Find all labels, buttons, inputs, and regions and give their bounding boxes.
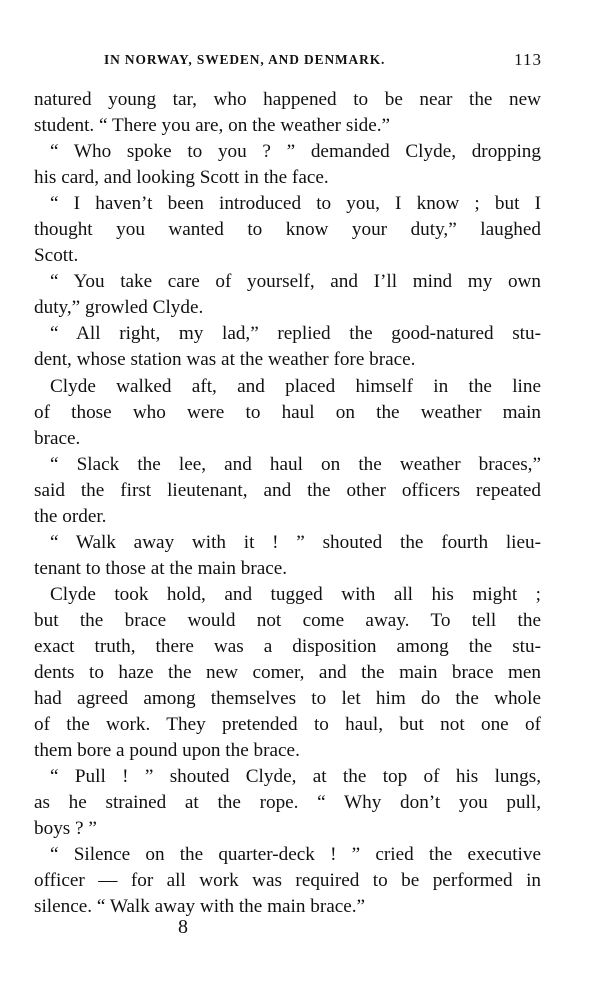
text-line: tenant to those at the main brace. [34, 557, 288, 579]
text-line: but the brace would not come away. To tell the [34, 609, 541, 631]
text-line: Clyde walked aft, and placed himself in the line [50, 375, 541, 397]
text-line: boys ? ” [34, 818, 97, 840]
text-line: “ Walk away with it ! ” shouted the fourth lieu- [50, 531, 541, 553]
text-line: silence. “ Walk away with the main brace.” [34, 896, 366, 918]
text-line: “ You take care of yourself, and I’ll mind my own [50, 271, 541, 293]
text-line: the order. [34, 505, 107, 527]
text-line: said the first lieutenant, and the other officers repeated [34, 479, 541, 501]
text-line: of those who were to haul on the weather main [34, 401, 541, 423]
text-line: had agreed among themselves to let him do the whole [34, 688, 541, 710]
running-header [104, 50, 542, 72]
text-line: “ All right, my lad,” replied the good-natured stu- [50, 323, 541, 345]
text-line: thought you wanted to know your duty,” laughed [34, 219, 541, 241]
text-line: as he strained at the rope. “ Why don’t you pull, [34, 792, 541, 814]
text-line: his card, and looking Scott in the face. [34, 167, 329, 189]
page-number: 113 [514, 50, 542, 69]
text-line: exact truth, there was a disposition among the stu- [34, 635, 541, 657]
text-line: “ I haven’t been introduced to you, I know ; but I [50, 193, 541, 215]
text-line: “ Silence on the quarter-deck ! ” cried the executive [50, 844, 541, 866]
text-line: “ Who spoke to you ? ” demanded Clyde, dropping [50, 141, 541, 163]
text-line: of the work. They pretended to haul, but not one of [34, 714, 541, 736]
text-line: Clyde took hold, and tugged with all his might ; [50, 583, 541, 605]
text-line: officer — for all work was required to be performed in [34, 870, 541, 892]
body-text [34, 87, 541, 921]
text-line: dent, whose station was at the weather fore brace. [34, 349, 416, 371]
signature-mark: 8 [178, 916, 188, 938]
text-line: “ Slack the lee, and haul on the weather braces,” [50, 453, 541, 475]
text-line: dents to haze the new comer, and the main brace men [34, 662, 541, 684]
text-line: Scott. [34, 245, 79, 267]
running-title: IN NORWAY, SWEDEN, AND DENMARK. [104, 52, 386, 67]
text-line: duty,” growled Clyde. [34, 297, 204, 319]
text-line: natured young tar, who happened to be near the new [34, 89, 541, 110]
text-line: “ Pull ! ” shouted Clyde, at the top of his lungs, [50, 766, 541, 788]
text-line: them bore a pound upon the brace. [34, 740, 300, 762]
text-line: brace. [34, 427, 81, 449]
text-line: student. “ There you are, on the weather side.” [34, 115, 391, 137]
